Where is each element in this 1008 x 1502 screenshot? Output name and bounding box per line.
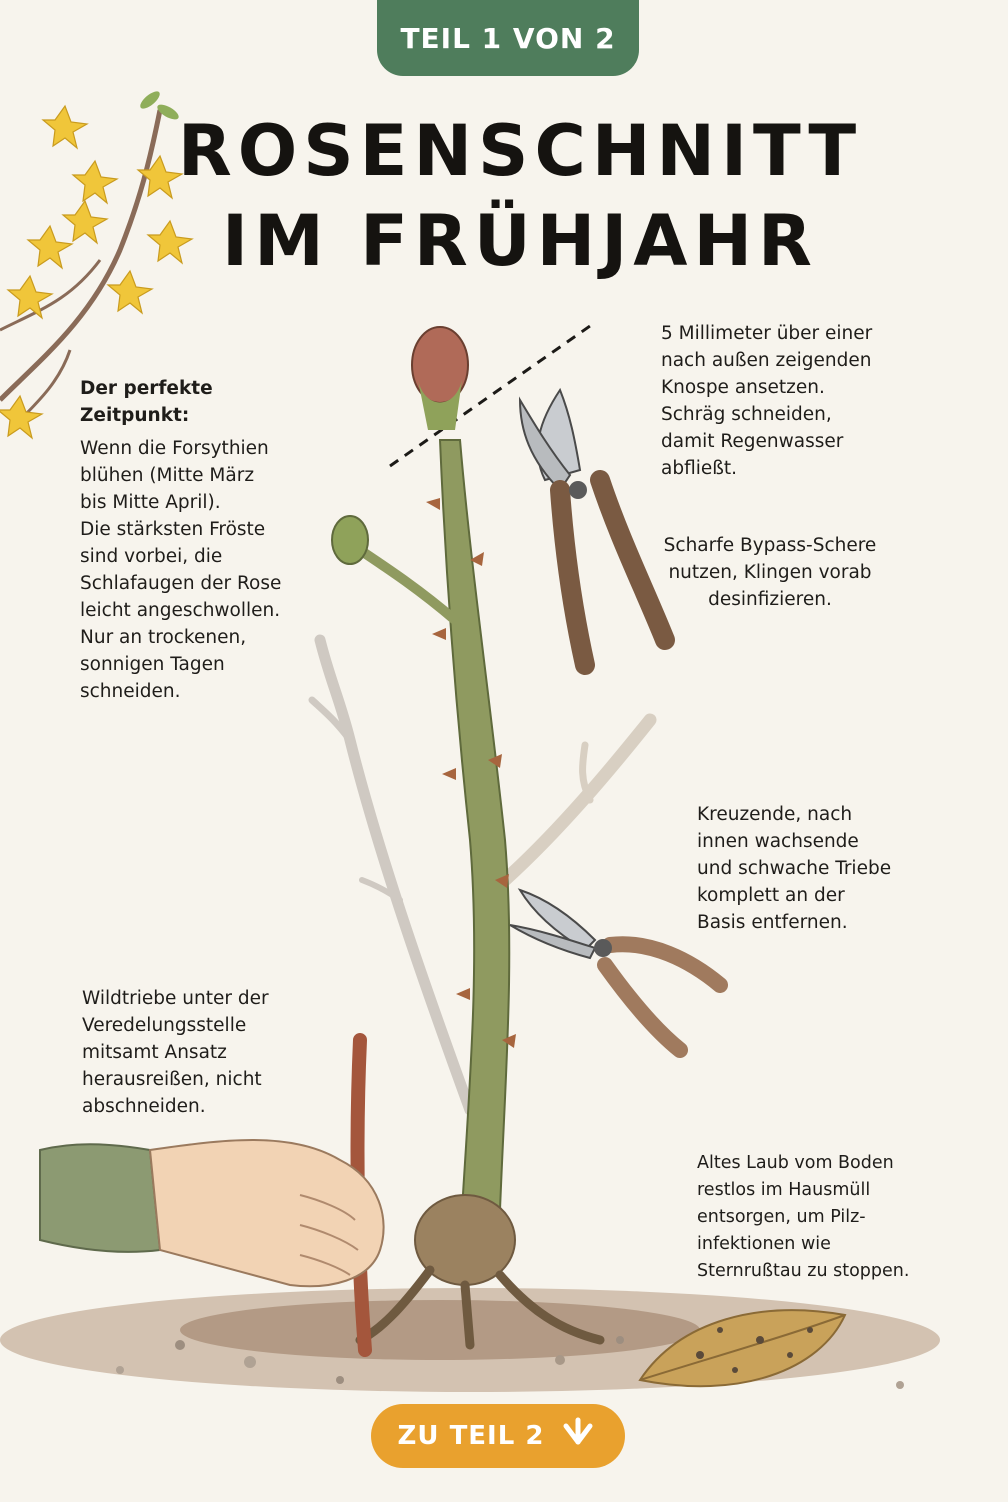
- leaves-note-line: Altes Laub vom Boden: [697, 1153, 894, 1173]
- shears-note-line: desinfizieren.: [708, 589, 832, 610]
- wild-note-line: Wildtriebe unter der: [82, 988, 269, 1009]
- crossing-shoots-note: [697, 801, 977, 936]
- crossing-note-line: Kreuzende, nach: [697, 804, 853, 825]
- timing-heading-line2: Zeitpunkt:: [80, 405, 190, 426]
- cut-note: [661, 320, 981, 482]
- wild-note-line: mitsamt Ansatz: [82, 1042, 227, 1063]
- timing-line: blühen (Mitte März: [80, 465, 255, 486]
- part-badge: [377, 0, 639, 76]
- crossing-note-line: komplett an der: [697, 885, 845, 906]
- wild-note-line: Veredelungsstelle: [82, 1015, 247, 1036]
- wild-note-line: abschneiden.: [82, 1096, 206, 1117]
- part-badge-label: TEIL 1 VON 2: [400, 21, 616, 55]
- cut-note-line: Knospe ansetzen.: [661, 377, 825, 398]
- shears-note-line: nutzen, Klingen vorab: [668, 562, 872, 583]
- leaves-note-line: entsorgen, um Pilz-: [697, 1207, 866, 1227]
- next-part-button[interactable]: [371, 1404, 625, 1468]
- next-part-button-label: ZU TEIL 2: [397, 1421, 545, 1451]
- page-title-line1: ROSENSCHNITT: [177, 110, 863, 192]
- timing-line: sind vorbei, die: [80, 546, 223, 567]
- crossing-note-line: Basis entfernen.: [697, 912, 848, 933]
- crossing-note-line: und schwache Triebe: [697, 858, 892, 879]
- timing-line: bis Mitte April).: [80, 492, 221, 513]
- page-title-line2: IM FRÜHJAHR: [222, 200, 818, 282]
- timing-line: Wenn die Forsythien: [80, 438, 269, 459]
- timing-line: sonnigen Tagen: [80, 654, 225, 675]
- pruning-shears-icon: [510, 890, 720, 1050]
- wild-note-line: herausreißen, nicht: [82, 1069, 262, 1090]
- crossing-note-line: innen wachsende: [697, 831, 859, 852]
- timing-heading-line1: Der perfekte: [80, 378, 213, 399]
- timing-line: leicht angeschwollen.: [80, 600, 281, 621]
- cut-note-line: abfließt.: [661, 458, 738, 479]
- cut-note-line: nach außen zeigenden: [661, 350, 872, 371]
- leaves-note-line: infektionen wie: [697, 1234, 831, 1254]
- cut-note-line: 5 Millimeter über einer: [661, 323, 873, 344]
- timing-line: schneiden.: [80, 681, 181, 702]
- shears-note: [650, 532, 890, 613]
- arrow-down-right-icon: [558, 1416, 598, 1456]
- timing-line: Nur an trockenen,: [80, 627, 247, 648]
- shears-note-line: Scharfe Bypass-Schere: [663, 535, 877, 556]
- leaves-note-line: restlos im Hausmüll: [697, 1180, 871, 1200]
- old-leaves-note: [697, 1150, 987, 1285]
- timing-line: Die stärksten Fröste: [80, 519, 266, 540]
- bypass-shears-icon: [520, 390, 665, 665]
- cut-note-line: damit Regenwasser: [661, 431, 844, 452]
- cut-note-line: Schräg schneiden,: [661, 404, 832, 425]
- leaves-note-line: Sternrußtau zu stoppen.: [697, 1261, 910, 1281]
- timing-line: Schlafaugen der Rose: [80, 573, 282, 594]
- wild-shoots-note: [82, 985, 342, 1120]
- timing-note: [80, 375, 310, 705]
- crossing-branch: [505, 720, 650, 880]
